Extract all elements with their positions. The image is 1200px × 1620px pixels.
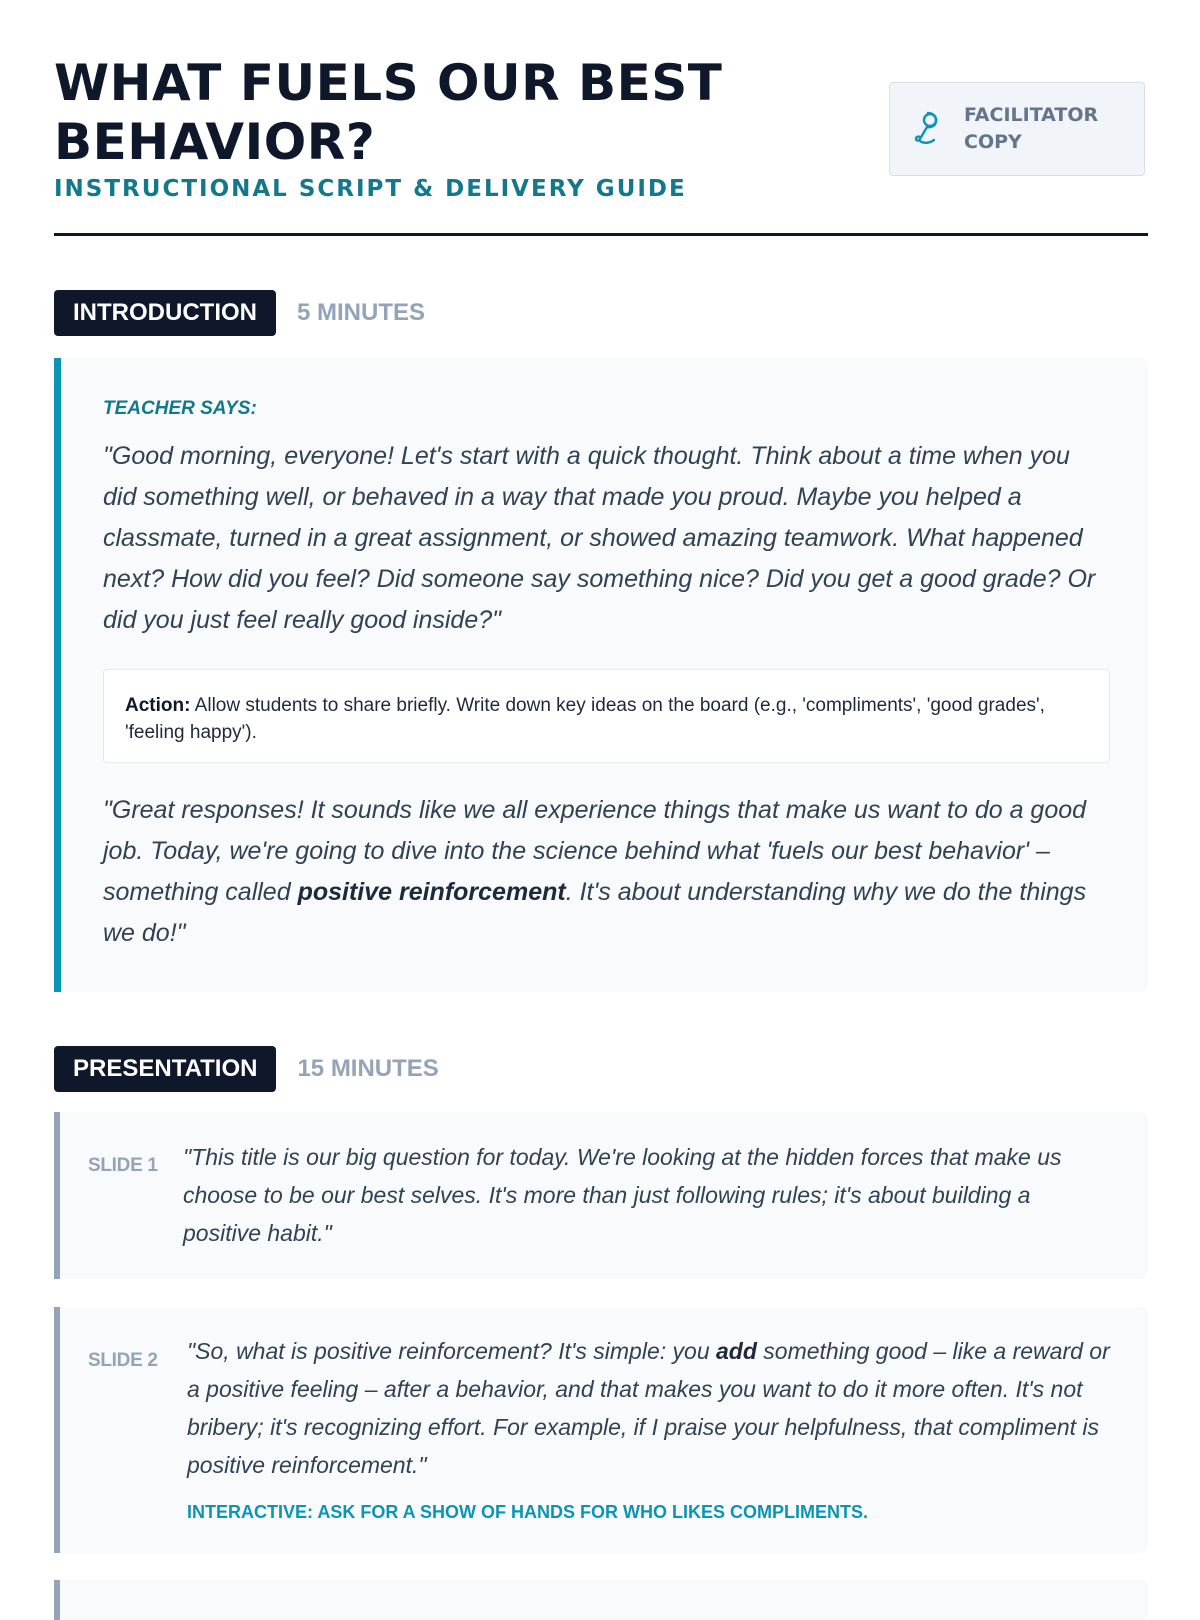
slide-number: SLIDE 1 bbox=[88, 1155, 158, 1176]
introduction-quote-1: "Good morning, everyone! Let's start with a quick thought. Think about a time when you did something well, or behaved in a way that made you proud. Maybe you helped a classmate, turned in a great assignment, or showed amazing teamwork. What happened next? How did you feel? Did someone say something nice? Did you get a good grade? Or did you just feel really good inside?" bbox=[103, 442, 1096, 634]
slide-2-after: something good – like a reward or a positive feeling – after a behavior, and that makes you want to do it more often. It's not bribery; it's recognizing effort. For example, if I praise your helpfulness, that compliment is positive reinforcement." bbox=[187, 1338, 1110, 1478]
script-page bbox=[54, 0, 1148, 1522]
introduction-duration: 5 MINUTES bbox=[296, 299, 425, 326]
introduction-section-header bbox=[54, 290, 425, 336]
page-title: WHAT FUELS OUR BEST BEHAVIOR? bbox=[54, 54, 723, 171]
action-note bbox=[103, 669, 1110, 763]
slide-number: SLIDE 2 bbox=[88, 1350, 158, 1371]
presentation-label: PRESENTATION bbox=[54, 1046, 276, 1092]
introduction-quote-2 bbox=[103, 790, 1103, 954]
slide-card-1 bbox=[54, 1112, 1148, 1279]
slide-card-3-partial bbox=[54, 1580, 1148, 1620]
slide-2-before: "So, what is positive reinforcement? It's simple: you bbox=[187, 1338, 716, 1364]
teacher-says-label: TEACHER SAYS: bbox=[103, 398, 257, 419]
slide-2-emphasis: add bbox=[716, 1338, 757, 1364]
header-divider bbox=[54, 233, 1148, 236]
page-subtitle: INSTRUCTIONAL SCRIPT & DELIVERY GUIDE bbox=[54, 176, 687, 202]
microphone-icon bbox=[912, 109, 944, 149]
document-header bbox=[54, 0, 1148, 236]
facilitator-copy-badge bbox=[889, 82, 1145, 176]
positive-reinforcement-term: positive reinforcement bbox=[297, 878, 566, 906]
slide-script: "This title is our big question for today. We're looking at the hidden forces that make us choose to be our best selves. It's more than just following rules; it's about building a positive habit." bbox=[183, 1144, 1062, 1246]
presentation-section-header bbox=[54, 1046, 439, 1092]
introduction-card bbox=[54, 358, 1148, 992]
quote-2-after: . It's about understanding why we do the things we do!" bbox=[103, 878, 1087, 947]
introduction-label: INTRODUCTION bbox=[54, 290, 276, 336]
slide-script bbox=[187, 1332, 1117, 1484]
action-text: Allow students to share briefly. Write down key ideas on the board (e.g., 'compliments', 'good grades', 'feeling happy'). bbox=[125, 695, 1045, 743]
slide-card-2 bbox=[54, 1307, 1148, 1553]
presentation-duration: 15 MINUTES bbox=[297, 1055, 439, 1082]
action-label: Action: bbox=[125, 695, 191, 716]
interactive-prompt: INTERACTIVE: ASK FOR A SHOW OF HANDS FOR WHO LIKES COMPLIMENTS. bbox=[187, 1502, 868, 1522]
facilitator-copy-label: FACILITATOR COPY bbox=[964, 104, 1099, 153]
quote-2-before: "Great responses! It sounds like we all experience things that make us want to do a good job. Today, we're going to dive into the science behind what 'fuels our best behavior' – something called bbox=[103, 796, 1087, 906]
